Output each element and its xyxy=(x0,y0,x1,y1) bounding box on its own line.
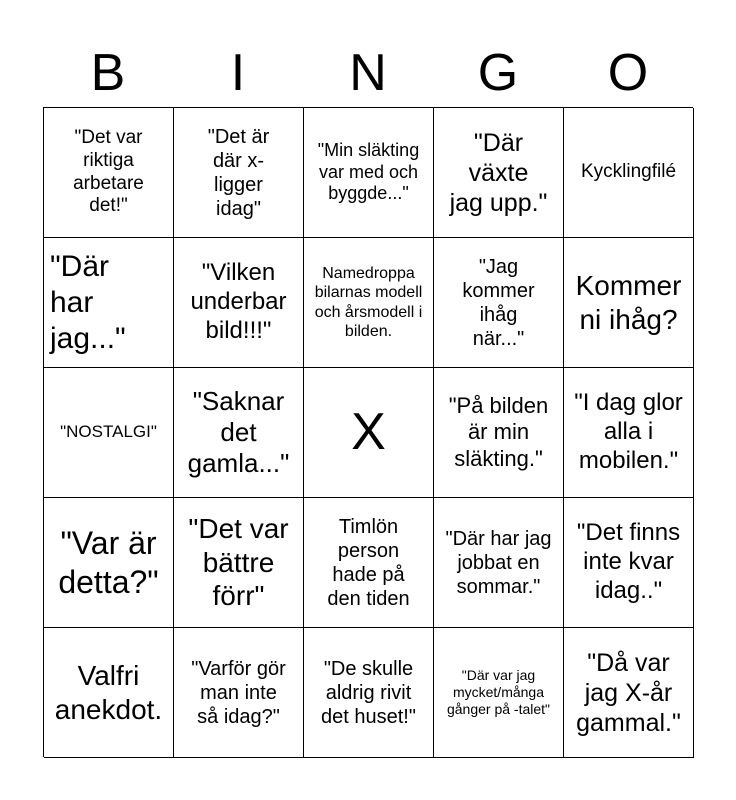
cell-text: "Varför gör man inte så idag?" xyxy=(191,657,286,728)
bingo-cell[interactable] xyxy=(174,108,304,238)
bingo-cell[interactable] xyxy=(564,498,694,628)
cell-text: "Där var jag mycket/många gånger på -talet" xyxy=(446,667,551,717)
bingo-cell[interactable] xyxy=(44,238,174,368)
cell-text: "Där har jag..." xyxy=(50,249,126,355)
cell-text: "Det var riktiga arbetare det!" xyxy=(73,126,144,217)
cell-text: "Det var bättre förr" xyxy=(188,513,289,612)
cell-text: "I dag glor alla i mobilen." xyxy=(574,389,683,474)
bingo-cell[interactable] xyxy=(564,108,694,238)
cell-text: "Min släkting var med och byggde..." xyxy=(317,140,420,204)
bingo-cell[interactable] xyxy=(434,368,564,498)
bingo-board xyxy=(43,107,693,757)
cell-text: "Saknar det gamla..." xyxy=(187,385,290,479)
cell-text: Kycklingfilé xyxy=(580,161,677,183)
bingo-cell[interactable] xyxy=(564,628,694,758)
bingo-header xyxy=(43,42,693,104)
cell-text: "Vilken underbar bild!!!" xyxy=(190,259,287,344)
header-letter-i: I xyxy=(230,44,246,102)
bingo-cell[interactable] xyxy=(304,238,434,368)
cell-text: "Det är där x-ligger idag" xyxy=(207,125,270,220)
cell-text: "NOSTALGI" xyxy=(60,422,157,442)
cell-text: Timlön person hade på den tiden xyxy=(327,515,410,610)
bingo-cell[interactable] xyxy=(44,108,174,238)
cell-text: Kommer ni ihåg? xyxy=(575,269,682,335)
bingo-cell[interactable] xyxy=(174,368,304,498)
cell-text: "De skulle aldrig rivit det huset!" xyxy=(321,657,416,728)
free-space-cell[interactable] xyxy=(304,368,434,498)
cell-text: "Det finns inte kvar idag.." xyxy=(576,519,681,604)
bingo-cell[interactable] xyxy=(564,368,694,498)
header-letter-n: N xyxy=(349,44,387,102)
bingo-cell[interactable] xyxy=(434,108,564,238)
bingo-cell[interactable] xyxy=(304,498,434,628)
bingo-cell[interactable] xyxy=(44,498,174,628)
cell-text: "Där har jag jobbat en sommar." xyxy=(445,527,552,598)
free-space-mark: X xyxy=(351,403,386,462)
bingo-cell[interactable] xyxy=(564,238,694,368)
bingo-cell[interactable] xyxy=(174,498,304,628)
cell-text: Valfri anekdot. xyxy=(54,659,163,725)
bingo-cell[interactable] xyxy=(174,628,304,758)
header-letter-g: G xyxy=(477,44,519,102)
header-letter-b: B xyxy=(90,44,126,102)
header-letter-o: O xyxy=(607,44,649,102)
bingo-cell[interactable] xyxy=(304,628,434,758)
bingo-cell[interactable] xyxy=(434,238,564,368)
cell-text: "Var är detta?" xyxy=(58,525,159,600)
bingo-cell[interactable] xyxy=(44,628,174,758)
bingo-cell[interactable] xyxy=(304,108,434,238)
cell-text: Namedroppa bilarnas modell och årsmodell i bilden. xyxy=(314,265,423,340)
bingo-cell[interactable] xyxy=(434,498,564,628)
cell-text: "Jag kommer ihåg när..." xyxy=(462,255,535,350)
bingo-cell[interactable] xyxy=(44,368,174,498)
bingo-cell[interactable] xyxy=(174,238,304,368)
cell-text: "Där växte jag upp." xyxy=(449,128,548,217)
cell-text: "Då var jag X-år gammal." xyxy=(576,648,681,737)
cell-text: "På bilden är min släkting." xyxy=(448,392,549,471)
bingo-cell[interactable] xyxy=(434,628,564,758)
